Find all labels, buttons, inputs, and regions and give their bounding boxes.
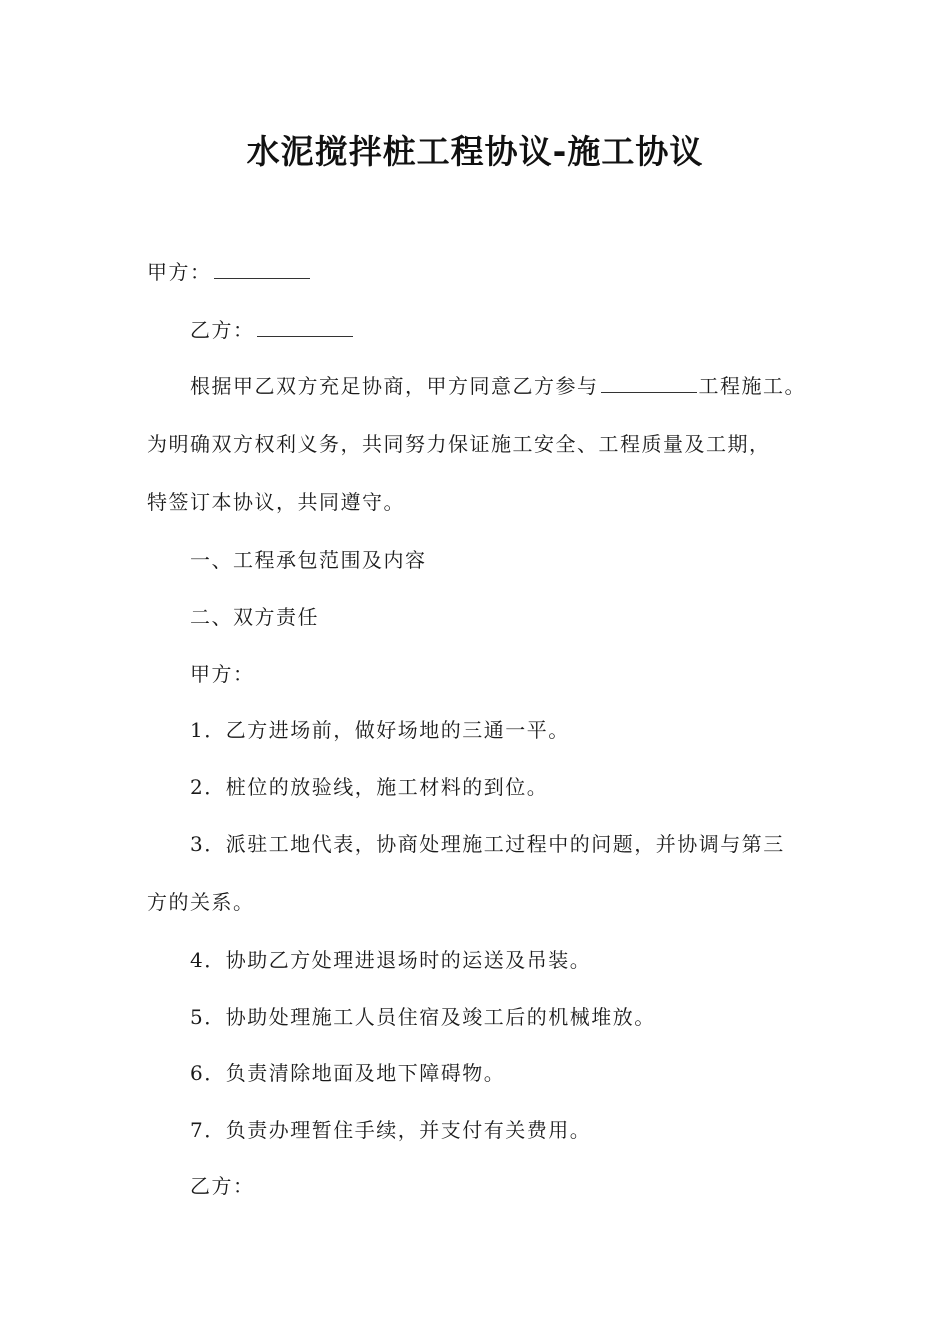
party-b-line (190, 318, 355, 342)
project-name-blank (601, 374, 697, 393)
list-item: 6．负责清除地面及地下障碍物。 (190, 1061, 506, 1085)
party-b-label: 乙方： (190, 318, 255, 342)
intro-line-3: 特签订本协议，共同遵守。 (147, 490, 405, 514)
list-item-continuation: 方的关系。 (147, 890, 255, 914)
list-item: 2．桩位的放验线，施工材料的到位。 (190, 775, 549, 799)
section-heading-2: 二、双方责任 (190, 605, 319, 629)
document-title: 水泥搅拌桩工程协议-施工协议 (246, 132, 704, 171)
intro-line-2: 为明确双方权利义务，共同努力保证施工安全、工程质量及工期， (147, 432, 771, 456)
party-b-responsibilities-label: 乙方： (190, 1174, 255, 1198)
list-item: 1．乙方进场前，做好场地的三通一平。 (190, 718, 570, 742)
intro-part-2: 工程施工。 (698, 374, 806, 398)
intro-line-1 (190, 374, 806, 398)
list-item: 5．协助处理施工人员住宿及竣工后的机械堆放。 (190, 1005, 656, 1029)
party-a-responsibilities-label: 甲方： (190, 662, 255, 686)
party-a-label: 甲方： (147, 260, 212, 284)
intro-part-1: 根据甲乙双方充足协商，甲方同意乙方参与 (190, 374, 599, 398)
party-a-line (147, 260, 312, 284)
list-item: 3．派驻工地代表，协商处理施工过程中的问题，并协调与第三 (190, 832, 785, 856)
party-a-blank (214, 260, 310, 279)
section-heading-1: 一、工程承包范围及内容 (190, 548, 427, 572)
list-item: 7．负责办理暂住手续，并支付有关费用。 (190, 1118, 592, 1142)
party-b-blank (257, 318, 353, 337)
list-item: 4．协助乙方处理进退场时的运送及吊装。 (190, 948, 592, 972)
